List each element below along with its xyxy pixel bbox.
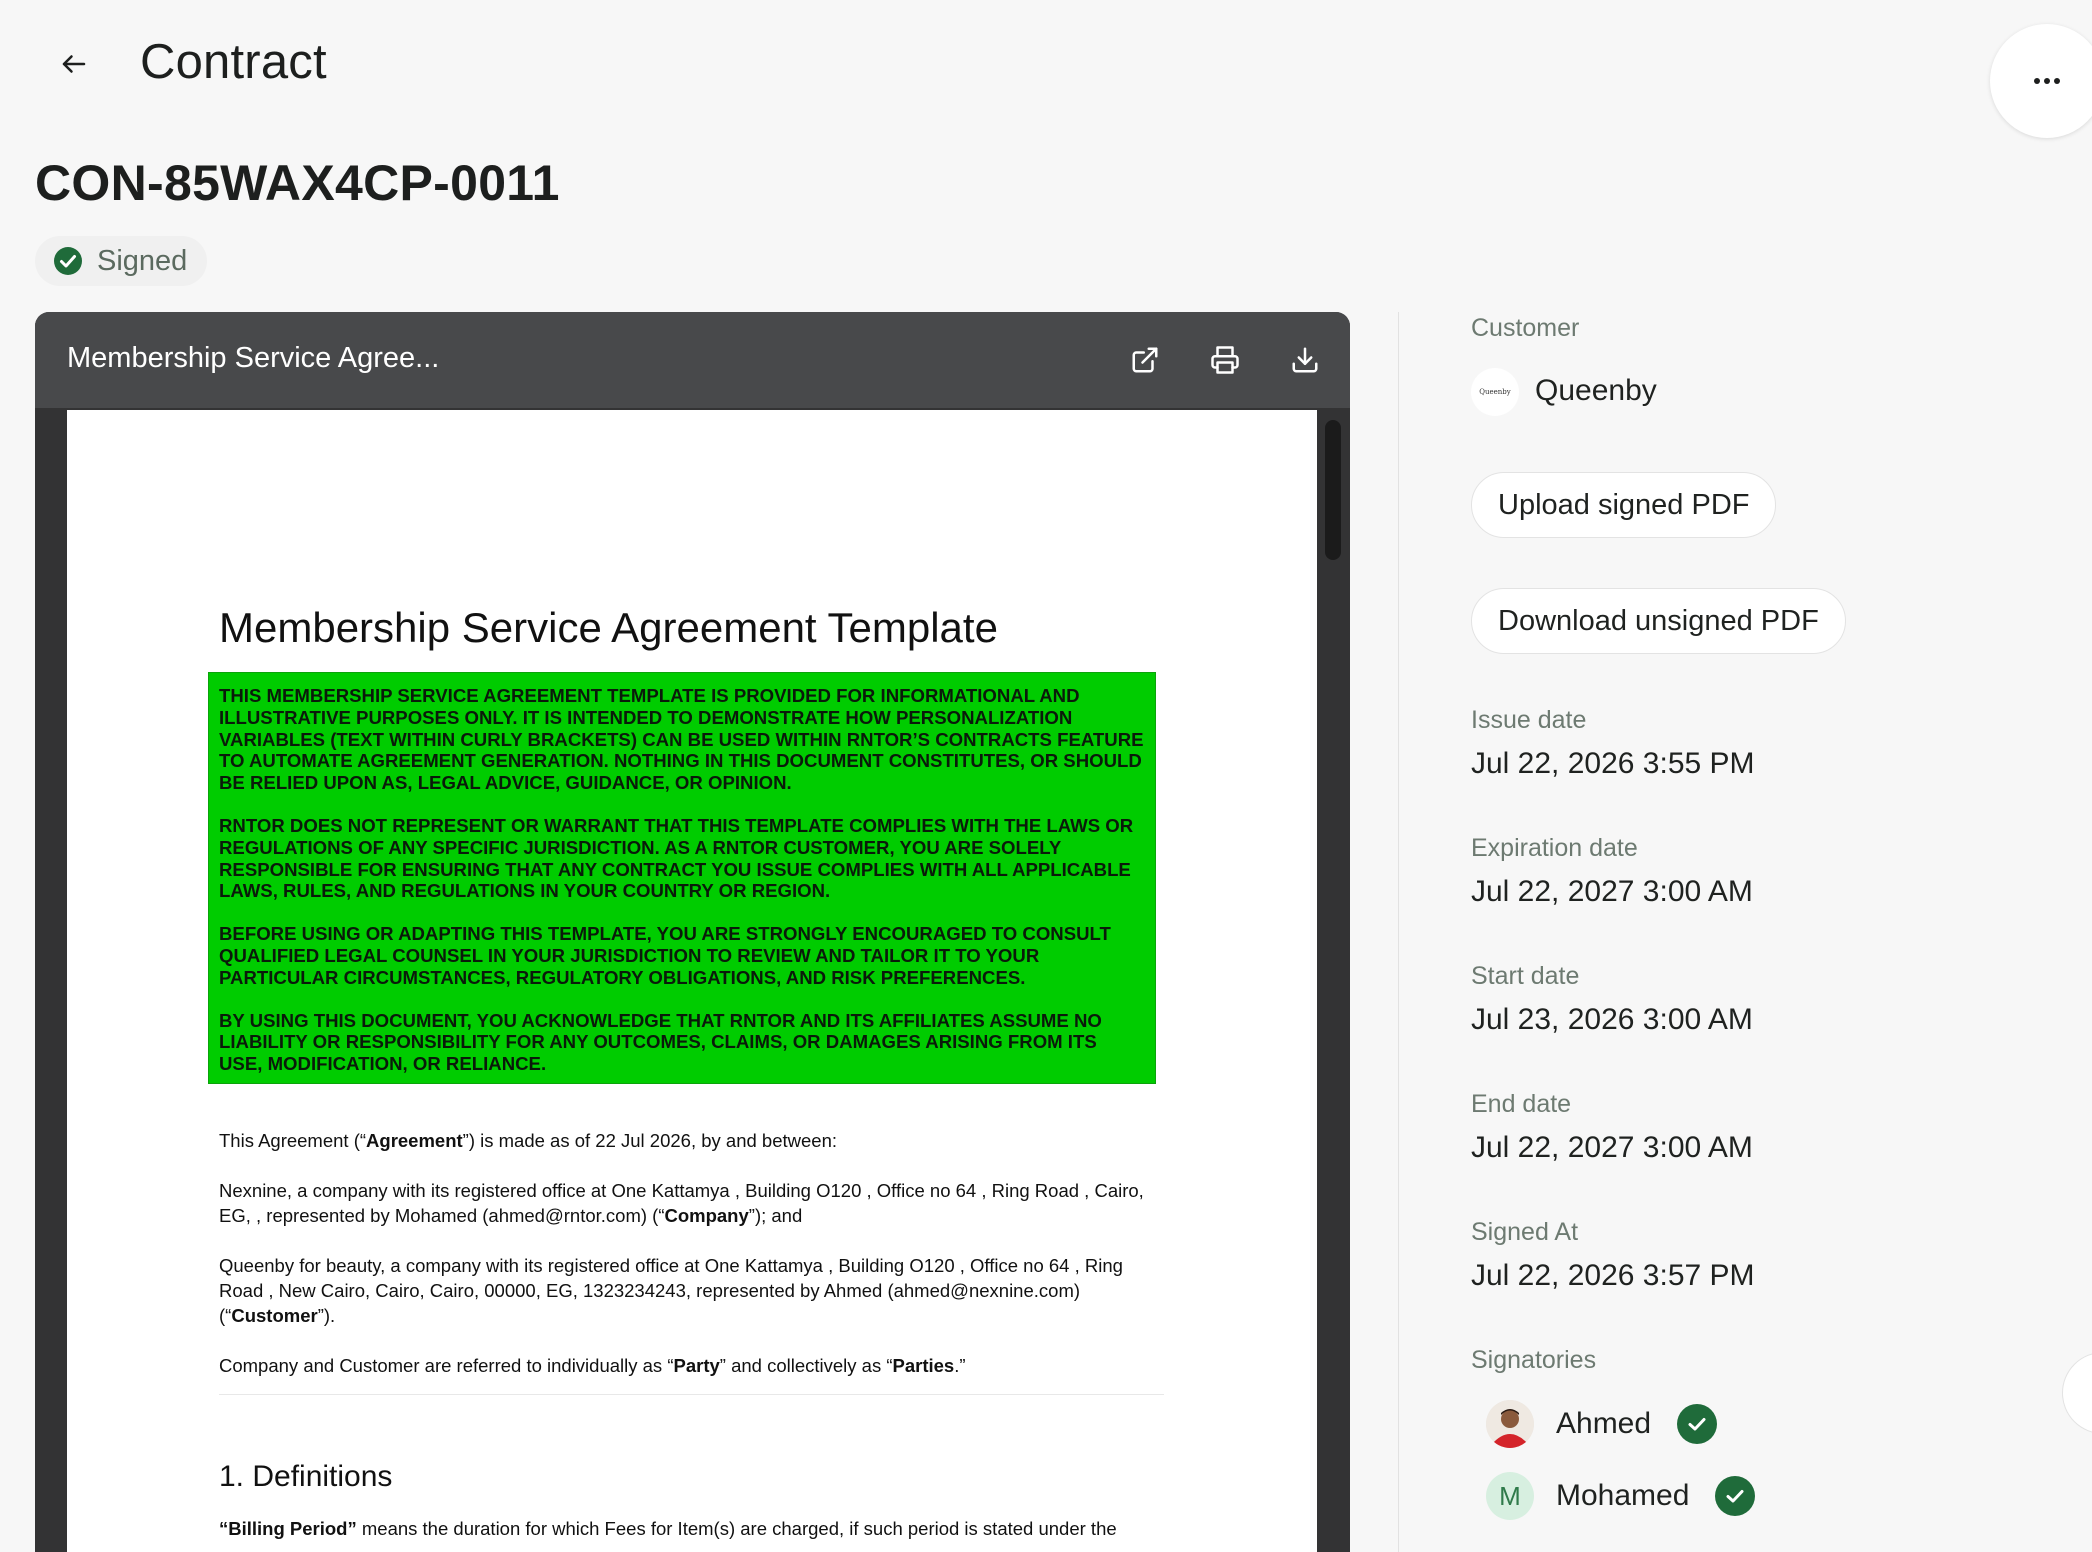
- back-button[interactable]: [52, 42, 96, 86]
- signed-at-value: Jul 22, 2026 3:57 PM: [1471, 1259, 1755, 1292]
- section-heading: 1. Definitions: [219, 1460, 393, 1493]
- start-date-label: Start date: [1471, 962, 1580, 990]
- more-horizontal-icon: [2032, 76, 2062, 86]
- issue-date-label: Issue date: [1471, 706, 1587, 734]
- viewer-file-title: Membership Service Agree...: [67, 342, 440, 374]
- document-heading: Membership Service Agreement Template: [219, 604, 998, 651]
- end-date-value: Jul 22, 2027 3:00 AM: [1471, 1131, 1753, 1164]
- print-icon: [1210, 345, 1240, 375]
- check-circle-icon: [53, 246, 83, 276]
- expiration-date-label: Expiration date: [1471, 834, 1638, 862]
- avatar: M: [1486, 1472, 1534, 1520]
- document-page: [67, 410, 1317, 1552]
- parties-note: Company and Customer are referred to individually as “Party” and collectively as “Parties.”: [219, 1355, 966, 1376]
- billing-period-definition: “Billing Period” means the duration for which Fees for Item(s) are charged, if such period is stated under the: [219, 1518, 1117, 1539]
- signatory-row[interactable]: [1486, 1472, 1755, 1520]
- pdf-viewer: [35, 312, 1350, 1552]
- signatories-label: Signatories: [1471, 1346, 1597, 1374]
- signed-check-icon: [1715, 1476, 1755, 1516]
- status-badge: [35, 236, 207, 286]
- status-label: Signed: [97, 244, 188, 277]
- viewer-toolbar: [35, 312, 1350, 408]
- disclaimer-paragraph: BY USING THIS DOCUMENT, YOU ACKNOWLEDGE THAT RNTOR AND ITS AFFILIATES ASSUME NO LIABILITY OR RESPONSIBILITY FOR ANY OUTCOMES, CLAIMS, OR DAMAGES ARISING FROM ITS USE, MODIFICATION, OR RELIANCE.: [219, 1009, 1102, 1075]
- open-external-icon: [1130, 345, 1160, 375]
- viewer-scrollbar[interactable]: [1325, 420, 1341, 560]
- user-photo-icon: [1486, 1400, 1534, 1448]
- customer-label: Customer: [1471, 314, 1580, 342]
- download-button[interactable]: [1283, 338, 1327, 382]
- signatory-name: Mohamed: [1556, 1479, 1690, 1512]
- end-date-label: End date: [1471, 1090, 1572, 1118]
- disclaimer-box: [208, 672, 1156, 1084]
- panel-divider: [1398, 312, 1399, 1552]
- customer-name[interactable]: Queenby: [1535, 374, 1657, 407]
- open-external-button[interactable]: [1123, 338, 1167, 382]
- disclaimer-paragraph: THIS MEMBERSHIP SERVICE AGREEMENT TEMPLATE IS PROVIDED FOR INFORMATIONAL AND ILLUSTRATIVE PURPOSES ONLY. IT IS INTENDED TO DEMONSTRATE HOW PERSONALIZATION VARIABLES (TEXT WITHIN CURLY BRACKETS) CAN BE USED WITHIN RNTOR’S CONTRACTS FEATURE TO AUTOMATE AGREEMENT GENERATION. NOTHING IN THIS DOCUMENT CONSTITUTES, OR SHOULD BE RELIED UPON AS, LEGAL ADVICE, GUIDANCE, OR OPINION.: [219, 685, 1144, 794]
- floating-action-button[interactable]: [2062, 1352, 2092, 1434]
- signatory-name: Ahmed: [1556, 1407, 1652, 1440]
- expiration-date-value: Jul 22, 2027 3:00 AM: [1471, 875, 1753, 908]
- disclaimer-paragraph: BEFORE USING OR ADAPTING THIS TEMPLATE, YOU ARE STRONGLY ENCOURAGED TO CONSULT QUALIFIED LEGAL COUNSEL IN YOUR JURISDICTION TO REVIEW AND TAILOR IT TO YOUR PARTICULAR CIRCUMSTANCES, REGULATORY OBLIGATIONS, AND RISK PREFERENCES.: [219, 923, 1111, 988]
- issue-date-value: Jul 22, 2026 3:55 PM: [1471, 747, 1755, 780]
- company-party-paragraph: Nexnine, a company with its registered office at One Kattamya , Building O120 , Office no 64 , Ring Road , Cairo, EG, , represented by Mohamed (ahmed@rntor.com) (“Company”); and: [219, 1180, 1144, 1226]
- section-divider: [219, 1394, 1164, 1395]
- signatory-row[interactable]: [1486, 1400, 1717, 1448]
- arrow-left-icon: [59, 49, 89, 79]
- signed-check-icon: [1677, 1404, 1717, 1444]
- download-icon: [1290, 345, 1320, 375]
- start-date-value: Jul 23, 2026 3:00 AM: [1471, 1003, 1753, 1036]
- signed-at-label: Signed At: [1471, 1218, 1579, 1246]
- upload-signed-pdf-button[interactable]: Upload signed PDF: [1471, 472, 1776, 538]
- avatar: [1486, 1400, 1534, 1448]
- customer-party-paragraph: Queenby for beauty, a company with its registered office at One Kattamya , Building O120 , Office no 64 , Ring Road , New Cairo, Cairo, Cairo, 00000, EG, 1323234243, represented by Ahmed (ahmed@nexnine.com) (“Customer”).: [219, 1255, 1123, 1326]
- more-options-button[interactable]: [1990, 24, 2092, 138]
- print-button[interactable]: [1203, 338, 1247, 382]
- page-title: Contract: [140, 35, 327, 89]
- customer-logo: Queenby: [1471, 368, 1519, 416]
- disclaimer-paragraph: RNTOR DOES NOT REPRESENT OR WARRANT THAT THIS TEMPLATE COMPLIES WITH THE LAWS OR REGULATIONS OF ANY SPECIFIC JURISDICTION. AS A RNTOR CUSTOMER, YOU ARE SOLELY RESPONSIBLE FOR ENSURING THAT ANY CONTRACT YOU ISSUE COMPLIES WITH ALL APPLICABLE LAWS, RULES, AND REGULATIONS IN YOUR COUNTRY OR REGION.: [219, 814, 1134, 902]
- agreement-intro: This Agreement (“Agreement”) is made as of 22 Jul 2026, by and between:: [219, 1130, 838, 1151]
- download-unsigned-pdf-button[interactable]: Download unsigned PDF: [1471, 588, 1846, 654]
- contract-id: CON-85WAX4CP-0011: [35, 155, 560, 211]
